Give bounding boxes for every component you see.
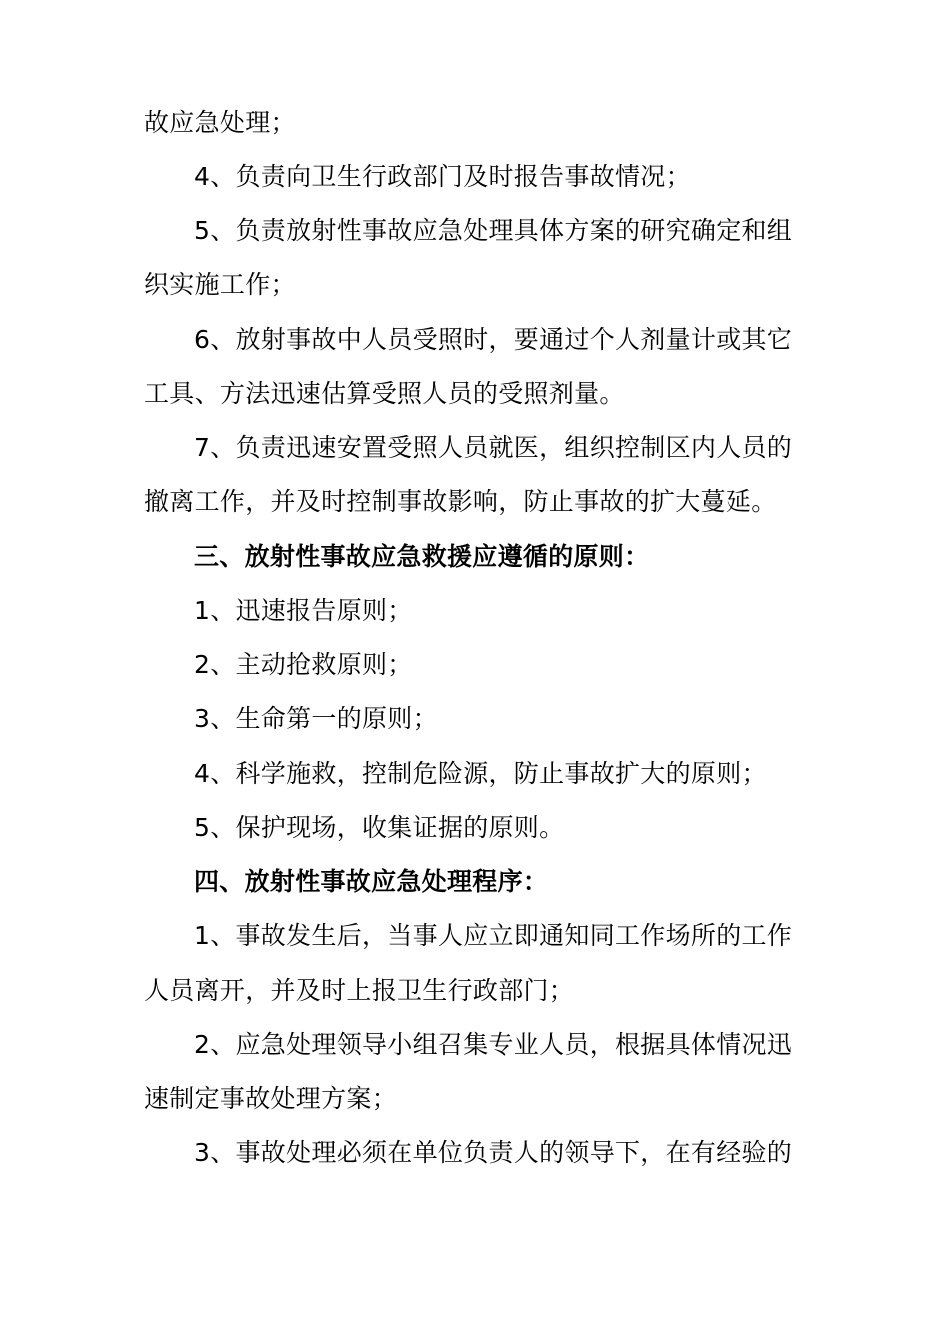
- list-item: 2、主动抢救原则；: [194, 650, 413, 679]
- list-item-continuation: 织实施工作；: [144, 270, 296, 299]
- list-item: 4、负责向卫生行政部门及时报告事故情况；: [194, 162, 691, 191]
- list-item: 7、负责迅速安置受照人员就医，组织控制区内人员的: [194, 433, 793, 462]
- list-item: 1、事故发生后，当事人应立即通知同工作场所的工作: [194, 921, 793, 950]
- list-item: 5、保护现场，收集证据的原则。: [194, 813, 565, 842]
- list-item: 2、应急处理领导小组召集专业人员，根据具体情况迅: [194, 1030, 793, 1059]
- section-heading: 四、放射性事故应急处理程序：: [194, 867, 549, 896]
- list-item-continuation: 速制定事故处理方案；: [144, 1084, 398, 1113]
- list-item: 4、科学施救，控制危险源，防止事故扩大的原则；: [194, 759, 767, 788]
- section-heading: 三、放射性事故应急救援应遵循的原则：: [194, 542, 650, 571]
- paragraph-line: 故应急处理；: [144, 108, 296, 137]
- list-item: 3、生命第一的原则；: [194, 704, 438, 733]
- list-item-continuation: 工具、方法迅速估算受照人员的受照剂量。: [144, 379, 625, 408]
- list-item: 5、负责放射性事故应急处理具体方案的研究确定和组: [194, 216, 793, 245]
- list-item-continuation: 撤离工作，并及时控制事故影响，防止事故的扩大蔓延。: [144, 487, 777, 516]
- list-item: 6、放射事故中人员受照时，要通过个人剂量计或其它: [194, 325, 793, 354]
- list-item-continuation: 人员离开，并及时上报卫生行政部门；: [144, 976, 575, 1005]
- list-item: 1、迅速报告原则；: [194, 596, 413, 625]
- list-item: 3、事故处理必须在单位负责人的领导下，在有经验的: [194, 1138, 793, 1167]
